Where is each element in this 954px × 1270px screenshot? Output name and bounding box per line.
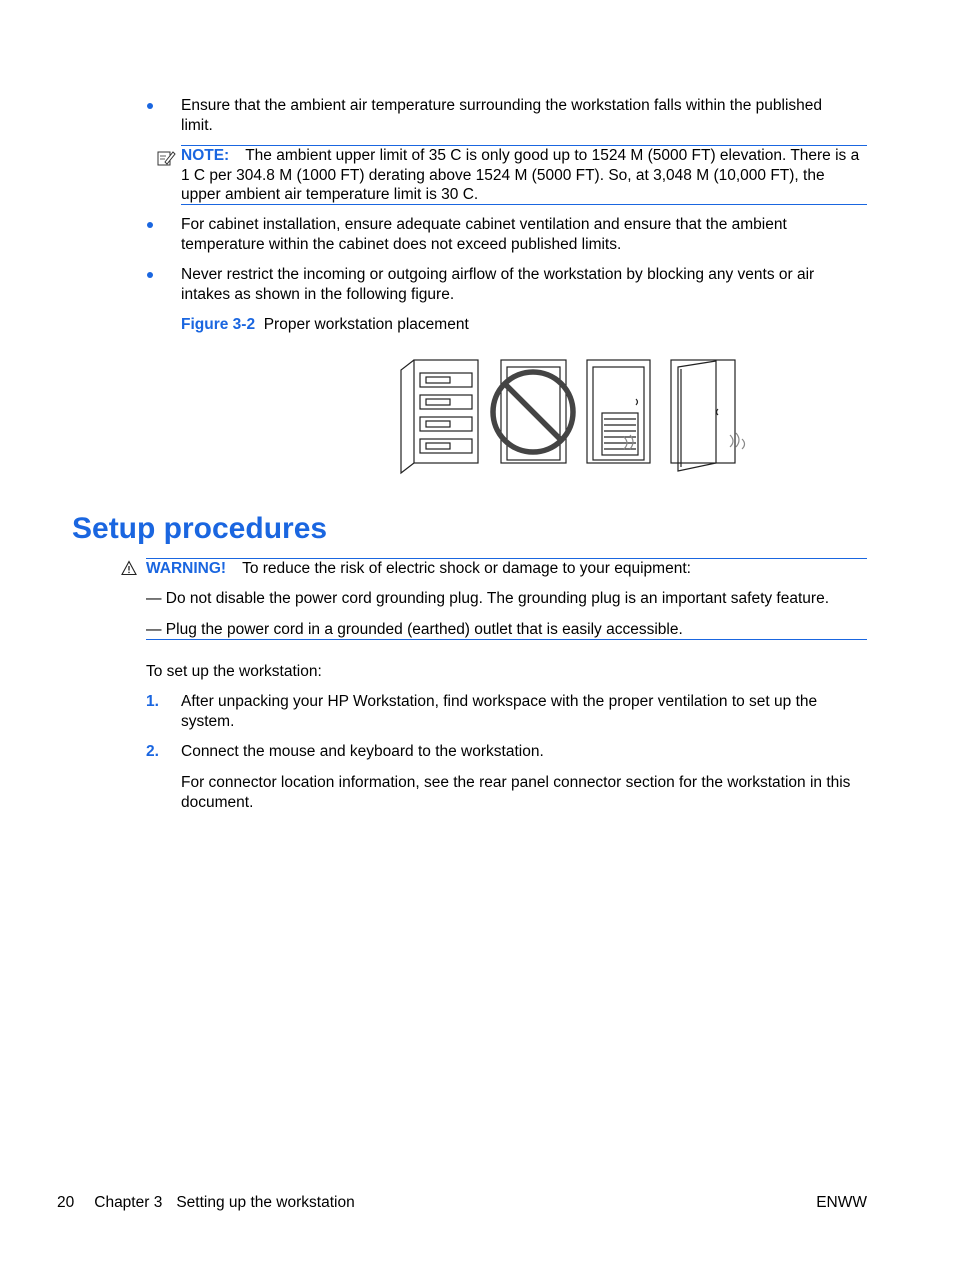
bullet-dot [147,272,153,278]
bullet-text: For cabinet installation, ensure adequate cabinet ventilation and ensure that the ambient temperature within the cabinet does not exceed published limits. [181,216,787,253]
workstation-placement-figure [396,355,756,480]
figure-caption [181,315,469,335]
footer-right: ENWW [816,1194,867,1211]
step-number: 1. [146,693,159,710]
page-number: 20 [57,1194,75,1211]
warning-line [146,559,866,579]
warning-item: — Plug the power cord in a grounded (earthed) outlet that is easily accessible. [146,621,683,638]
warning-label: WARNING! [146,560,227,577]
figure-label: Figure 3-2 [181,316,256,333]
note-bottom-rule [181,204,867,205]
warning-item: — Do not disable the power cord grounding plug. The grounding plug is an important safety feature. [146,590,829,607]
warning-triangle-icon [121,560,137,576]
note-block [181,146,861,205]
warning-bottom-rule [146,639,867,640]
figure-caption-text: Proper workstation placement [263,316,469,333]
note-pencil-icon [156,148,176,168]
note-label: NOTE: [181,147,230,164]
footer-left [57,1193,355,1213]
intro-text: To set up the workstation: [146,663,322,680]
chapter-label: Chapter 3 [94,1194,163,1211]
bullet-dot [147,222,153,228]
section-heading: Setup procedures [72,512,328,545]
note-text: The ambient upper limit of 35 C is only good up to 1524 M (5000 FT) elevation. There is a 1 C per 304.8 M (1000 FT) derating above 1524 M (5000 FT). So, at 3,048 M (10,000 FT), the upper ambient air temperature limit is 30 C. [181,147,860,203]
step-detail: For connector location information, see the rear panel connector section for the workstation in this document. [181,774,851,811]
bullet-text: Never restrict the incoming or outgoing airflow of the workstation by blocking any vents or air intakes as shown in the following figure. [181,266,815,303]
step-text: Connect the mouse and keyboard to the workstation. [181,743,544,760]
bullet-dot [147,103,153,109]
chapter-title: Setting up the workstation [176,1194,355,1211]
warning-text: To reduce the risk of electric shock or damage to your equipment: [242,560,691,577]
bullet-text: Ensure that the ambient air temperature surrounding the workstation falls within the published limit. [181,97,823,134]
step-number: 2. [146,743,159,760]
step-text: After unpacking your HP Workstation, find workspace with the proper ventilation to set up the system. [181,693,818,730]
